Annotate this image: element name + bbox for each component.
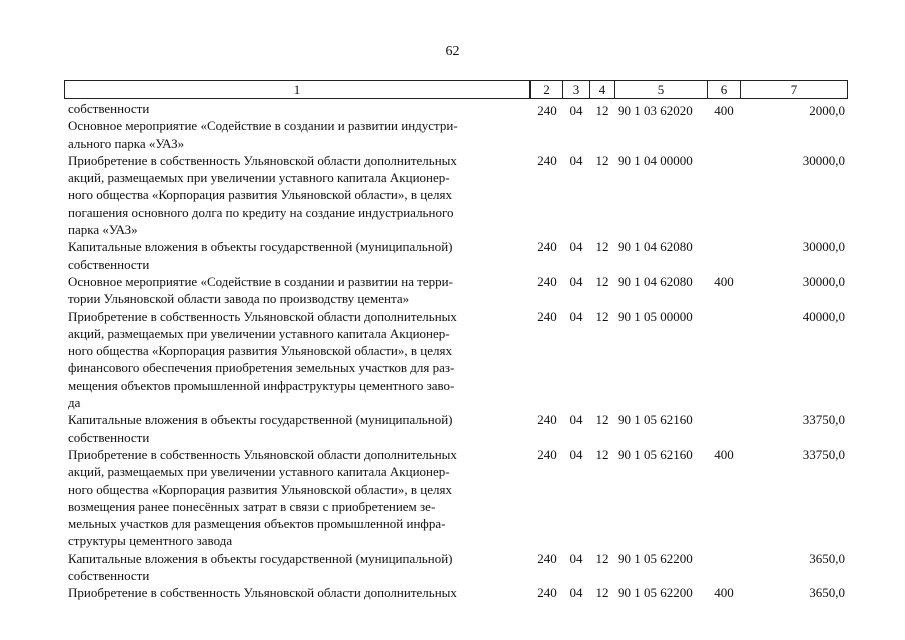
- code-expense-type: 400: [714, 446, 734, 462]
- description-line: погашения основного долга по кредиту на создание индустриального: [68, 204, 454, 220]
- description-line: Приобретение в собственность Ульяновской области дополнительных: [68, 308, 457, 324]
- description-line: Основное мероприятие «Содействие в создании и развитии на терри-: [68, 274, 453, 289]
- header-col-4: 4: [589, 80, 615, 99]
- amount: 3650,0: [809, 550, 845, 566]
- description-line: Капитальные вложения в объекты государственной (муниципальной): [68, 412, 453, 428]
- description-line: собственности: [68, 256, 150, 272]
- description-line: мельных участков для размещения объектов промышленной инфра-: [68, 516, 446, 532]
- row-description: [68, 152, 526, 238]
- description-line: акций, размещаемых при увеличении уставного капитала Акционер-: [68, 325, 450, 341]
- code-expense-type: 400: [714, 585, 734, 601]
- description-line: собственности: [68, 429, 150, 445]
- code-subsection: 12: [595, 412, 609, 428]
- description-line: тории Ульяновской области завода по производству цемента»: [68, 291, 410, 307]
- code-target: 90 1 05 62200: [618, 585, 693, 601]
- row-description: [68, 238, 526, 273]
- code-admin: 240: [537, 103, 557, 118]
- amount: 33750,0: [802, 446, 845, 462]
- description-line: возмещения ранее понесённых затрат в связи с приобретением зе-: [68, 498, 436, 514]
- description-line: Капитальные вложения в объекты государственной (муниципальной): [68, 239, 453, 255]
- description-line: Основное мероприятие «Содействие в создании и развитии индустри-: [68, 118, 458, 134]
- description-line: собственности: [68, 568, 150, 584]
- code-expense-type: 400: [714, 273, 734, 289]
- code-section: 04: [569, 239, 583, 255]
- row-description: [68, 584, 526, 601]
- code-section: 04: [569, 585, 583, 601]
- code-target: 90 1 04 62080: [618, 239, 693, 255]
- row-description: [68, 273, 526, 308]
- code-admin: 240: [537, 308, 557, 324]
- amount: 40000,0: [802, 308, 845, 324]
- code-subsection: 12: [595, 446, 609, 462]
- code-target: 90 1 04 00000: [618, 152, 693, 168]
- description-line: акций, размещаемых при увеличении уставного капитала Акционер-: [68, 464, 450, 480]
- code-subsection: 12: [595, 239, 609, 255]
- page-number: 62: [445, 44, 460, 59]
- code-target: 90 1 05 62160: [618, 412, 693, 428]
- row-description: [68, 446, 526, 550]
- description-line: ного общества «Корпорация развития Ульяновской области», в целях: [68, 187, 452, 203]
- amount: 30000,0: [802, 239, 845, 255]
- code-section: 04: [569, 412, 583, 428]
- row-description: [68, 411, 526, 446]
- code-section: 04: [569, 308, 583, 324]
- code-admin: 240: [537, 273, 557, 289]
- description-line: собственности: [68, 101, 150, 116]
- code-admin: 240: [537, 239, 557, 255]
- row-description: [68, 100, 526, 117]
- code-subsection: 12: [595, 273, 609, 289]
- code-admin: 240: [537, 412, 557, 428]
- code-expense-type: 400: [714, 103, 734, 118]
- description-line: структуры цементного завода: [68, 533, 233, 549]
- code-admin: 240: [537, 152, 557, 168]
- header-col-2: 2: [530, 80, 563, 99]
- code-subsection: 12: [595, 550, 609, 566]
- row-description: [68, 550, 526, 585]
- header-col-1: 1: [64, 80, 530, 99]
- amount: 33750,0: [802, 412, 845, 428]
- row-description: [68, 117, 526, 152]
- code-subsection: 12: [595, 308, 609, 324]
- header-col-3: 3: [562, 80, 590, 99]
- code-section: 04: [569, 273, 583, 289]
- description-line: ного общества «Корпорация развития Ульяновской области», в целях: [68, 343, 452, 359]
- code-admin: 240: [537, 446, 557, 462]
- description-line: Приобретение в собственность Ульяновской области дополнительных: [68, 585, 457, 601]
- row-description: [68, 308, 526, 412]
- amount: 30000,0: [802, 273, 845, 289]
- amount: 30000,0: [802, 152, 845, 168]
- description-line: мещения объектов промышленной инфраструктуры цементного заво-: [68, 377, 455, 393]
- code-subsection: 12: [595, 152, 609, 168]
- description-line: акций, размещаемых при увеличении уставного капитала Акционер-: [68, 170, 450, 186]
- description-line: Приобретение в собственность Ульяновской области дополнительных: [68, 447, 457, 462]
- code-section: 04: [569, 550, 583, 566]
- header-col-6: 6: [707, 80, 741, 99]
- description-line: ального парка «УАЗ»: [68, 135, 185, 151]
- code-target: 90 1 03 62020: [618, 103, 693, 118]
- code-target: 90 1 05 62200: [618, 550, 693, 566]
- code-target: 90 1 05 00000: [618, 308, 693, 324]
- header-col-7: 7: [740, 80, 848, 99]
- description-line: финансового обеспечения приобретения земельных участков для раз-: [68, 360, 455, 376]
- code-admin: 240: [537, 585, 557, 601]
- description-line: Приобретение в собственность Ульяновской области дополнительных: [68, 152, 457, 168]
- code-section: 04: [569, 103, 583, 118]
- amount: 2000,0: [809, 103, 845, 118]
- code-section: 04: [569, 446, 583, 462]
- description-line: Капитальные вложения в объекты государственной (муниципальной): [68, 550, 453, 566]
- code-subsection: 12: [595, 585, 609, 601]
- code-target: 90 1 04 62080: [618, 273, 693, 289]
- description-line: парка «УАЗ»: [68, 222, 138, 238]
- code-target: 90 1 05 62160: [618, 446, 693, 462]
- code-subsection: 12: [595, 103, 609, 118]
- description-line: да: [68, 395, 81, 411]
- code-admin: 240: [537, 550, 557, 566]
- description-line: ного общества «Корпорация развития Ульяновской области», в целях: [68, 481, 452, 497]
- header-col-5: 5: [614, 80, 708, 99]
- amount: 3650,0: [809, 585, 845, 601]
- code-section: 04: [569, 152, 583, 168]
